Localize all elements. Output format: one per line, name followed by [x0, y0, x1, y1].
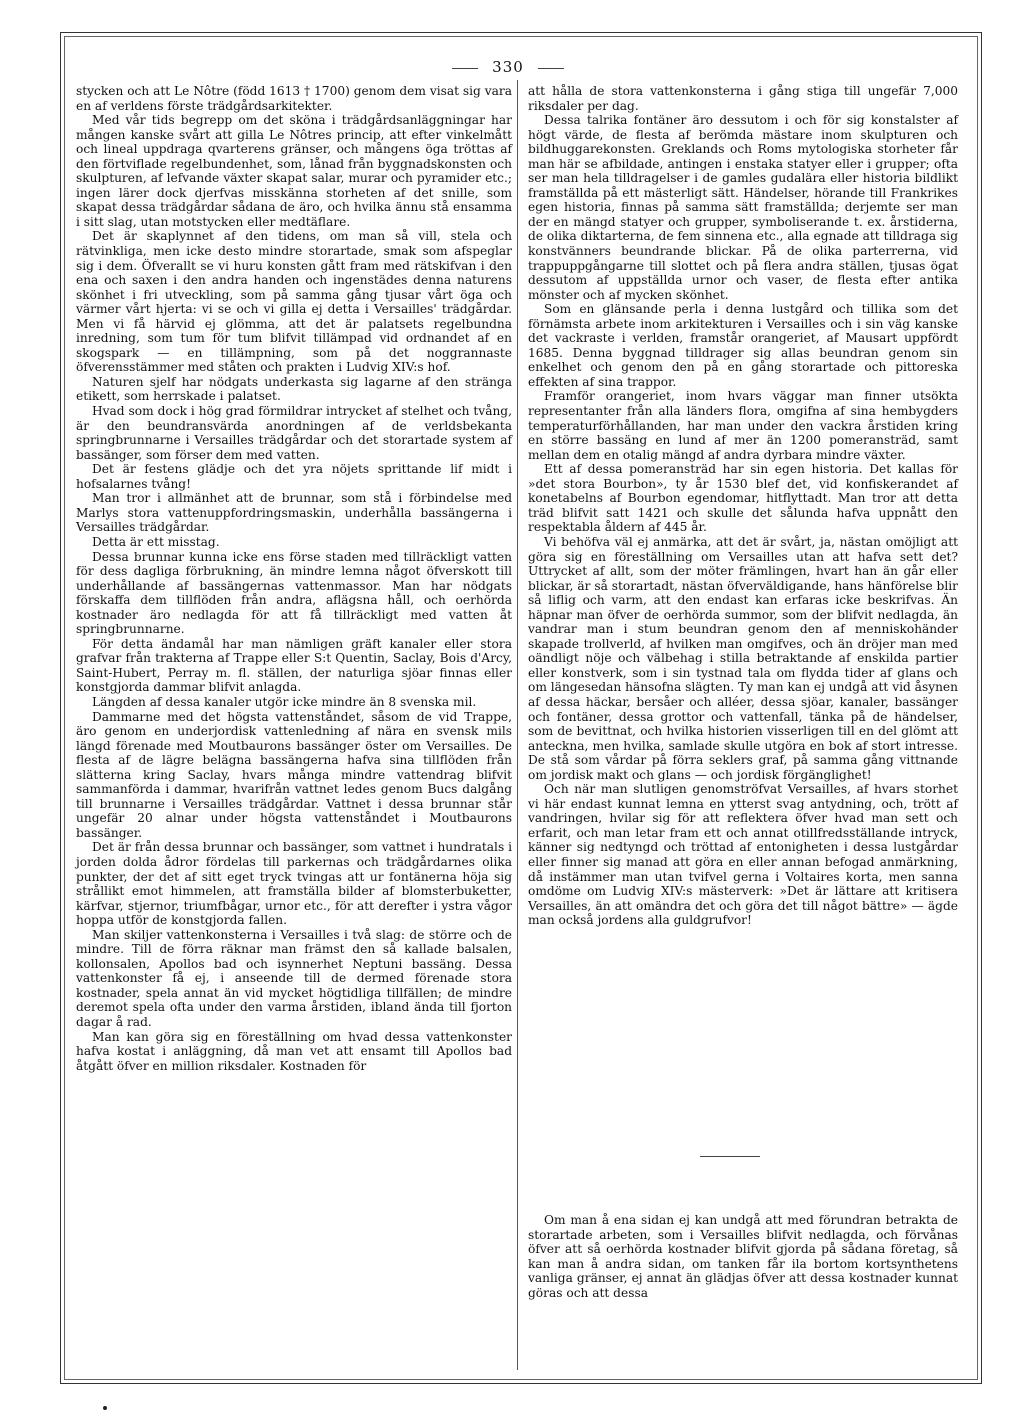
header-rule-right: [538, 68, 564, 69]
paragraph: Framför orangeriet, inom hvars väggar man finner utsökta representanter från alla länders flora, omgifna af sina hembygders temperaturförhållanden, har man under den vackra årstiden kring en större bassäng en lund af mer än 1200 pomeransträd, samt mellan dem en otalig mängd af andra dyrbara mindre växter.: [528, 389, 958, 462]
paragraph: Man tror i allmänhet att de brunnar, som stå i förbindelse med Marlys stora vattenuppfordringsmaskin, underhålla bassängerna i Versailles trädgårdar.: [76, 491, 512, 535]
paragraph: Det är från dessa brunnar och bassänger, som vattnet i hundratals i jorden dolda ådror fördelas till parkernas och trädgårdarnes olika punkter, der det af sitt eget tryck tvingas att ur fontänerna höja sig strållikt emot himmelen, att framställa bilder af blomsterbuketter, kärfvar, stjernor, triumfbågar, urnor etc., för att derefter i ystra vågor hoppa utför de konstgjorda fallen.: [76, 840, 512, 928]
paragraph: Dessa talrika fontäner äro dessutom i och för sig konstalster af högt värde, de flesta af berömda mästare inom skulpturen och bildhuggarekonsten. Greklands och Roms mytologiska storheter får man här se afbildade, antingen i enstaka statyer eller i grupper; ofta ser man hela tilldragelser i de gamles gudalära eller historia bildlikt framställda på ett mästerligt sätt. Händelser, hörande till Frankrikes egen historia, finnas på samma sätt framställda; derjemte ser man der en mängd statyer och grupper, symboliserande t. ex. årstiderna, de olika diktarterna, de fem sinnena etc., alla egnade att tilldraga sig konstvänners beundrande blickar. På de olika parterrerna, vid trappuppgångarne till slottet och på flera andra ställen, tjusas ögat dessutom af uppställda urnor och vaser, de flesta efter antika mönster och af mycken skönhet.: [528, 113, 958, 302]
header-rule-left: [452, 68, 478, 69]
paragraph: Det är festens glädje och det yra nöjets sprittande lif midt i hofsalarnes tvång!: [76, 462, 512, 491]
paragraph: Naturen sjelf har nödgats underkasta sig lagarne af den stränga etikett, som herrskade i palatset.: [76, 374, 512, 404]
paragraph: Det är skaplynnet af den tidens, om man så vill, stela och rätvinkliga, men icke desto mindre storartade, smak som afspeglar sig i dem. Öfverallt se vi huru konsten gått fram med rätskifvan i den ena och saxen i den andra handen och ingenstädes denna naturens skönhet i fri utveckling, som på samma gång tjusar vårt öga och värmer vårt hjerta: vi se och vi gilla ej detta i Versailles' trädgårdar. Men vi få härvid ej glömma, att det är palatsets regelbundna inredning, som tum för tum blifvit tillämpad vid ordnandet af en skogspark — en tillämpning, som på det noggrannaste öfverensstämmer med ståten och prakten i Ludvig XIV:s hof.: [76, 229, 512, 375]
paragraph: Om man å ena sidan ej kan undgå att med förundran betrakta de storartade arbeten, som i Versailles blifvit nedlagda, och förvånas öfver att så oerhörda kostnader blifvit gjorda på sådana företag, så kan man å andra sidan, om tanken får ila bortom kortsynthetens vanliga gränser, ej annat än glädjas öfver att dessa kostnader kunnat göras och att dessa: [528, 1213, 958, 1300]
paragraph: Man kan göra sig en föreställning om hvad dessa vattenkonster hafva kostat i anläggning, då man vet att ensamt till Apollos bad åtgått öfver en million riksdaler. Kostnaden för: [76, 1029, 512, 1073]
paragraph: Dessa brunnar kunna icke ens förse staden med tillräckligt vatten för dess dagliga förbrukning, än mindre lemna något öfverskott till underhållande af bassängernas vattenmassor. Man har nödgats förskaffa dem tillflöden från andra, aflägsna håll, och oerhörda kostnader äro nedlagda för att få tillräckligt med vatten åt springbrunnarne.: [76, 549, 512, 637]
paragraph: Och när man slutligen genomströfvat Versailles, af hvars storhet vi här endast kunnat lemna en ytterst svag antydning, och, trött af vandringen, hvilar sig för att reflektera öfver hvad man sett och erfarit, och man letar fram ett och annat otillfredsställande intryck, känner sig nedtyngd och tröttad af entonigheten i dessa lustgårdar eller finner sig manad att göra en eller annan befogad anmärkning, då instämmer man utan tvifvel gerna i Voltaires korta, men sanna omdöme om Ludvig XIV:s mästerverk: »Det är lättare att kritisera Versailles, än att omändra det och göra det till något bättre» — ägde man också jordens alla guldgrufvor!: [528, 782, 958, 928]
paragraph: Hvad som dock i hög grad förmildrar intrycket af stelhet och tvång, är den beundransvärda anordningen af de verldsbekanta springbrunnarne i Versailles trädgårdar och det storartade system af bassänger, som förser dem med vatten.: [76, 404, 512, 462]
right-column-continuation: [528, 1213, 958, 1300]
paragraph: Detta är ett misstag.: [92, 534, 220, 549]
section-end-rule: [700, 1156, 760, 1157]
paragraph: Vi behöfva väl ej anmärka, att det är svårt, ja, nästan omöjligt att göra sig en föreställning om Versailles utan att hafva sett det? Uttrycket af allt, som der möter främlingen, hvart han än går eller blickar, är så storartadt, nästan öfverväldigande, hans hänförelse blir så liflig och varm, att den endast kan erfaras icke beskrifvas. Än häpnar man öfver de oerhörda summor, som der blifvit nedlagda, än vandrar man i stum beundran genom den af menniskohänder skapade trollverld, af hvilken man omgifves, och än dröjer man med oändligt nöje och välbehag i stilla betraktande af enskilda partier eller konstverk, som i sin tystnad tala om flydda tider af glans och om längesedan hänsofna slägten. Ty man kan ej undgå att vid åsynen af dessa häckar, bersåer och alléer, dessa sjöar, kanaler, bassänger och fontäner, dessa grottor och vattenfall, tänka på de händelser, som de bevittnat, och hvilka historien visserligen till en del glömt att anteckna, men hvilka, samlade skulle utgöra en bok af stort intresse. De stå som vårdar på förra seklers graf, på samma gång vittnande om jordisk makt och glans — och jordisk förgänglighet!: [528, 534, 958, 782]
paragraph: Dammarne med det högsta vattenståndet, såsom de vid Trappe, äro genom en underjordisk vattenledning af nära en svensk mils längd förenade med Moutbaurons bassänger öster om Versailles. De flesta af de lägre belägna bassängerna hafva sina tillflöden från slätterna kring Saclay, hvars många mindre vattendrag blifvit sammanförda i dammar, hvarifrån vattnet ledes genom Bucs dalgång till brunnarne i Versailles trädgårdar. Vattnet i dessa brunnar står ungefär 20 alnar under högsta vattenståndet i Moutbaurons bassänger.: [76, 709, 512, 840]
page-header: [0, 58, 1016, 76]
paragraph: Som en glänsande perla i denna lustgård och tillika som det förnämsta arbete inom arkitekturen i Versailles och i sin väg kanske det vackraste i verlden, framstår orangeriet, af Mausart uppfördt 1685. Denna byggnad tilldrager sig allas beundran genom sin enkelhet och genom den på en gång storartade och pittoreska effekten af sina trappor.: [528, 302, 958, 389]
page-number: 330: [492, 58, 524, 76]
paragraph: Längden af dessa kanaler utgör icke mindre än 8 svenska mil.: [92, 694, 477, 709]
left-column: [76, 84, 512, 1344]
right-column: [528, 84, 958, 928]
paragraph: Ett af dessa pomeransträd har sin egen historia. Det kallas för »det stora Bourbon», ty år 1530 blef det, vid konfiskerandet af konetabelns af Bourbon egendomar, hitflyttadt. Man tror att detta träd blifvit satt 1421 och skulle det sålunda hafva uppnått den respektabla åldern af 445 år.: [528, 462, 958, 535]
paragraph: Med vår tids begrepp om det sköna i trädgårdsanläggningar har mången kanske svårt att gilla Le Nôtres princip, att efter vinkelmått och lineal uppdraga qvarterens gränser, och mångens öga tröttas af den förtviflade regelbundenhet, som, lånad från byggnadskonsten och skulpturen, af lefvande växter skapat salar, murar och pyramider etc.; ingen lärer dock djerfvas misskänna storheten af det snille, som skapat dessa trädgårdar sådana de äro, och hvilka ännu stå ensamma i sitt slag, utan motstycken eller medtäflare.: [76, 113, 512, 229]
paragraph: Man skiljer vattenkonsterna i Versailles i två slag: de större och de mindre. Till de förra räknar man främst den så kallade balsalen, kollonsalen, Apollos bad och isynnerhet Neptuni bassäng. Dessa vattenkonster få ej, i anseende till de dermed förenade stora kostnader, spela annat än vid mycket högtidliga tillfällen; de mindre deremot spela ofta under den varma årstiden, ibland ända till fjorton dagar å rad.: [76, 927, 512, 1029]
print-mark: [103, 1406, 107, 1410]
paragraph: stycken och att Le Nôtre (född 1613 † 1700) genom dem visat sig vara en af verldens förste trädgårdsarkitekter.: [76, 84, 512, 113]
paragraph: För detta ändamål har man nämligen gräft kanaler eller stora grafvar från trakterna af Trappe eller S:t Quentin, Saclay, Bois d'Arcy, Saint-Hubert, Perray m. fl. ställen, der naturliga sjöar finnas eller konstgjorda dammar blifvit anlagda.: [76, 636, 512, 695]
paragraph: att hålla de stora vattenkonsterna i gång stiga till ungefär 7,000 riksdaler per dag.: [528, 84, 958, 113]
column-divider: [517, 80, 518, 1370]
